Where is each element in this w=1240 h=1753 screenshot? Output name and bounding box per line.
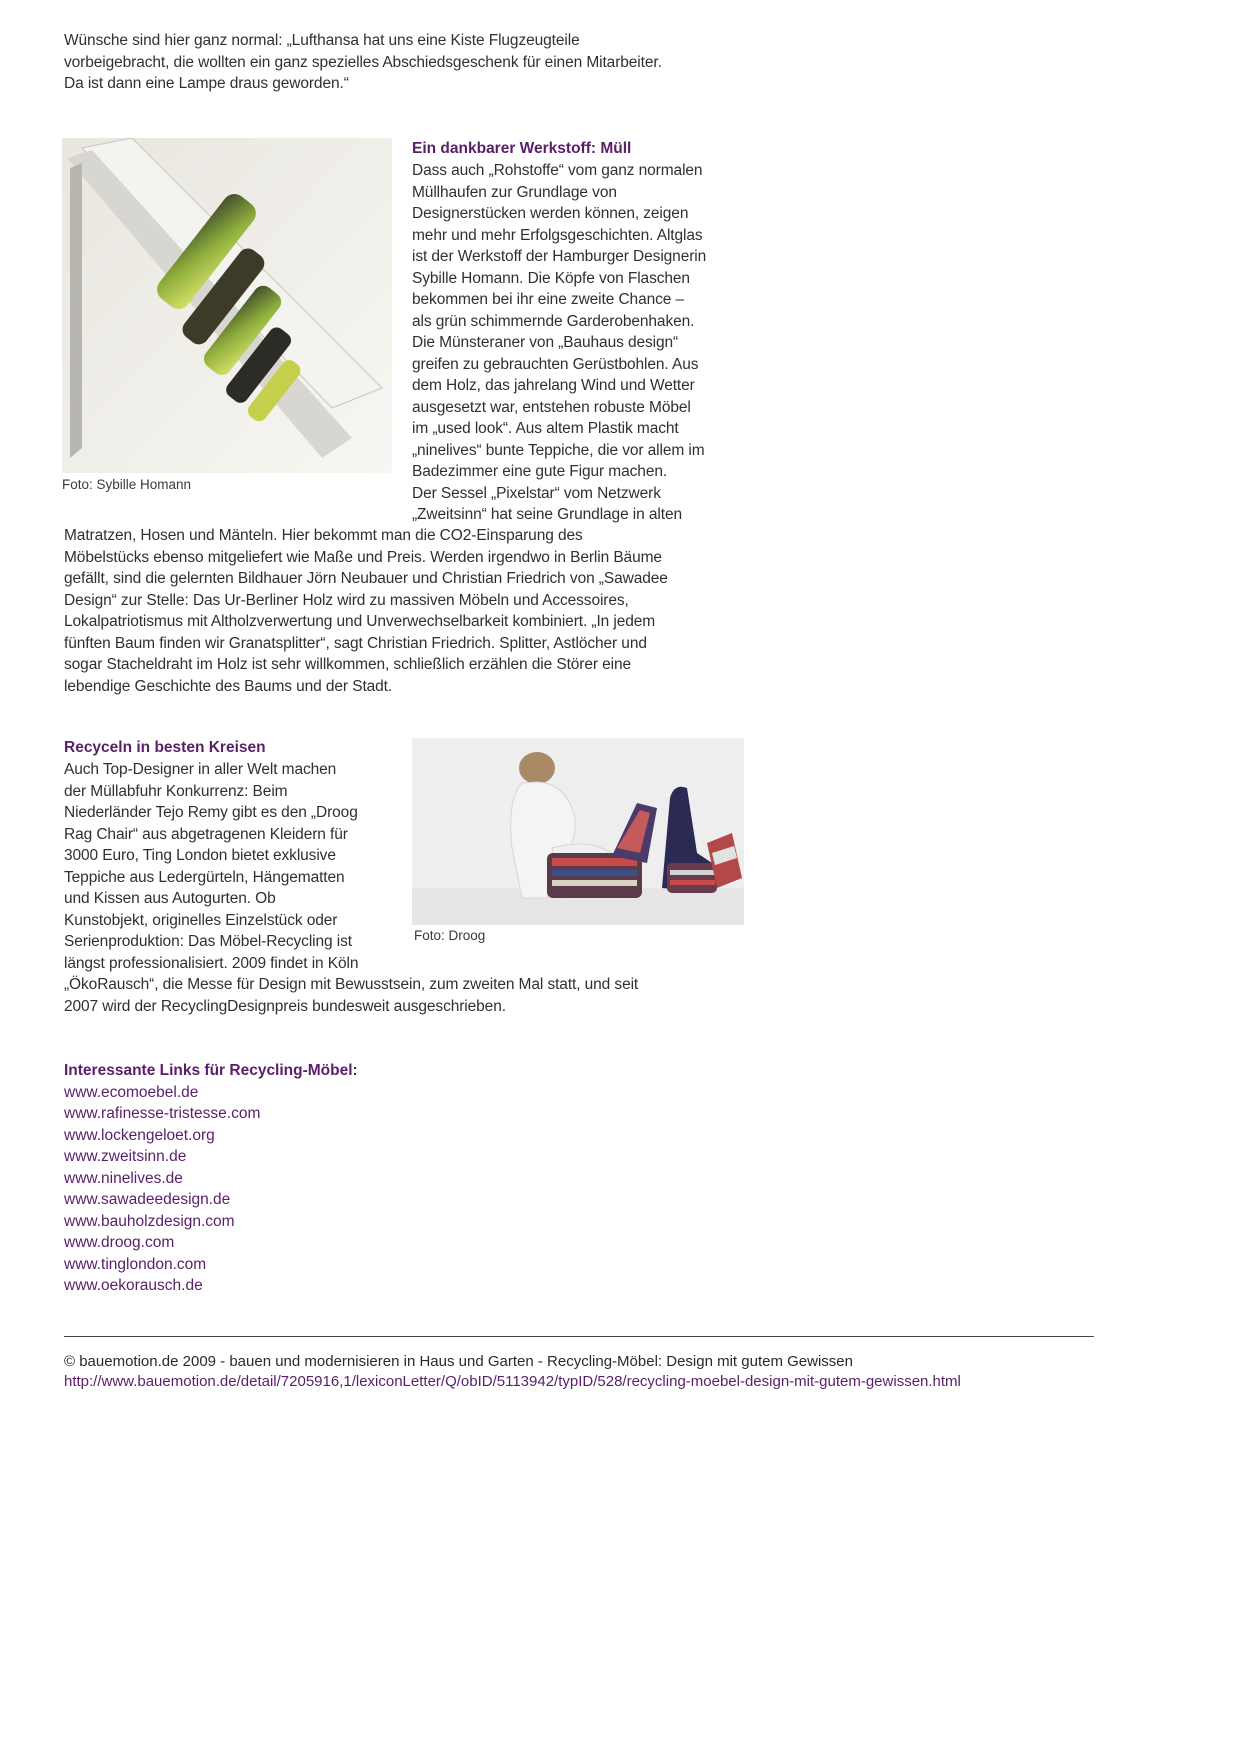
link-zweitsinn[interactable]: www.zweitsinn.de	[64, 1148, 187, 1165]
footer-source-url[interactable]: http://www.bauemotion.de/detail/7205916,1/lexiconLetter/Q/obID/5113942/typID/528/recycling-moebel-design-mit-gutem-gewissen.html	[64, 1373, 961, 1390]
section-heading: Ein dankbarer Werkstoff: Müll	[412, 140, 632, 157]
text-line: fünften Baum finden wir Granatsplitter“, sagt Christian Friedrich. Splitter, Astlöcher und	[64, 634, 647, 652]
section1-wide-paragraph	[64, 525, 668, 697]
section2-wide-paragraph	[64, 974, 638, 1017]
link-droog[interactable]: www.droog.com	[64, 1234, 175, 1251]
text-line: Teppiche aus Ledergürteln, Hängematten	[64, 868, 345, 886]
text-line: Auch Top-Designer in aller Welt machen	[64, 761, 337, 778]
section-heading: Recyceln in besten Kreisen	[64, 739, 266, 756]
text-line: 3000 Euro, Ting London bietet exklusive	[64, 847, 336, 864]
intro-paragraph	[64, 30, 662, 95]
bottle-hooks-illustration	[62, 138, 392, 473]
links-section	[64, 1060, 358, 1297]
text-line: sogar Stacheldraht im Holz ist sehr willkommen, schließlich erzählen die Störer eine	[64, 656, 632, 673]
link-ninelives[interactable]: www.ninelives.de	[64, 1169, 183, 1187]
photo-rag-chair	[412, 738, 744, 925]
text-line: längst professionalisiert. 2009 findet in Köln	[64, 954, 359, 972]
text-line: mehr und mehr Erfolgsgeschichten. Altglas	[412, 226, 703, 244]
links-heading: Interessante Links für Recycling-Möbel:	[64, 1062, 358, 1079]
photo-caption: Foto: Sybille Homann	[62, 477, 192, 492]
text-line: Wünsche sind hier ganz normal: „Lufthansa hat uns eine Kiste Flugzeugteile	[64, 32, 580, 49]
text-line: Matratzen, Hosen und Mänteln. Hier bekommt man die CO2-Einsparung des	[64, 527, 583, 544]
text-line: ausgesetzt war, entstehen robuste Möbel	[412, 398, 691, 416]
text-line: bekommen bei ihr eine zweite Chance –	[412, 291, 685, 308]
footer-copyright: © bauemotion.de 2009 - bauen und modernisieren in Haus und Garten - Recycling-Möbel: Design mit gutem Gewissen	[64, 1353, 853, 1370]
text-line: Designerstücken werden können, zeigen	[412, 205, 689, 222]
text-line: und Kissen aus Autogurten. Ob	[64, 890, 276, 907]
footer	[64, 1352, 961, 1392]
text-line: Sybille Homann. Die Köpfe von Flaschen	[412, 269, 690, 287]
text-line: „ÖkoRausch“, die Messe für Design mit Bewusstsein, zum zweiten Mal statt, und seit	[64, 976, 639, 993]
link-tinglondon[interactable]: www.tinglondon.com	[64, 1255, 207, 1273]
rag-chair-illustration	[412, 738, 744, 925]
text-line: Müllhaufen zur Grundlage von	[412, 183, 617, 201]
text-line: im „used look“. Aus altem Plastik macht	[412, 420, 679, 437]
text-line: Der Sessel „Pixelstar“ vom Netzwerk	[412, 484, 661, 502]
text-line: Möbelstücks ebenso mitgeliefert wie Maße und Preis. Werden irgendwo in Berlin Bäume	[64, 548, 662, 566]
link-rafinesse-tristesse[interactable]: www.rafinesse-tristesse.com	[64, 1105, 261, 1122]
text-line: Die Münsteraner von „Bauhaus design“	[412, 334, 679, 351]
text-line: gefällt, sind die gelernten Bildhauer Jörn Neubauer und Christian Friedrich von „Sawadee	[64, 570, 668, 587]
link-sawadeedesign[interactable]: www.sawadeedesign.de	[64, 1191, 231, 1208]
text-line: Dass auch „Rohstoffe“ vom ganz normalen	[412, 162, 703, 179]
text-line: der Müllabfuhr Konkurrenz: Beim	[64, 782, 288, 800]
photo-bottle-hooks	[62, 138, 392, 473]
text-line: Kunstobjekt, originelles Einzelstück oder	[64, 911, 338, 929]
text-line: „Zweitsinn“ hat seine Grundlage in alten	[412, 506, 682, 523]
text-line: als grün schimmernde Garderobenhaken.	[412, 312, 695, 330]
text-line: ist der Werkstoff der Hamburger Designerin	[412, 248, 707, 265]
text-line: Serienproduktion: Das Möbel-Recycling ist	[64, 933, 352, 950]
text-line: Da ist dann eine Lampe draus geworden.“	[64, 75, 349, 92]
text-line: Niederländer Tejo Remy gibt es den „Droog	[64, 804, 358, 821]
section2-narrow-paragraph	[64, 759, 358, 974]
link-oekorausch[interactable]: www.oekorausch.de	[64, 1277, 203, 1294]
link-lockengeloet[interactable]: www.lockengeloet.org	[64, 1126, 215, 1144]
text-line: dem Holz, das jahrelang Wind und Wetter	[412, 377, 695, 394]
text-line: lebendige Geschichte des Baums und der Stadt.	[64, 677, 393, 695]
text-line: „ninelives“ bunte Teppiche, die vor allem im	[412, 441, 705, 459]
link-bauholzdesign[interactable]: www.bauholzdesign.com	[64, 1212, 235, 1230]
text-line: Lokalpatriotismus mit Altholzverwertung und Unverwechselbarkeit kombiniert. „In jedem	[64, 613, 656, 630]
link-ecomoebel[interactable]: www.ecomoebel.de	[64, 1083, 199, 1101]
footer-divider	[64, 1336, 1094, 1337]
text-line: Badezimmer eine gute Figur machen.	[412, 463, 668, 480]
text-line: 2007 wird der RecyclingDesignpreis bundesweit ausgeschrieben.	[64, 997, 506, 1015]
text-line: greifen zu gebrauchten Gerüstbohlen. Aus	[412, 355, 699, 373]
photo-caption: Foto: Droog	[414, 928, 486, 943]
text-line: Design“ zur Stelle: Das Ur-Berliner Holz wird zu massiven Möbeln und Accessoires,	[64, 591, 629, 609]
section1-narrow-paragraph	[412, 160, 706, 526]
text-line: Rag Chair“ aus abgetragenen Kleidern für	[64, 825, 348, 843]
text-line: vorbeigebracht, die wollten ein ganz spezielles Abschiedsgeschenk für einen Mitarbeiter.	[64, 53, 662, 71]
